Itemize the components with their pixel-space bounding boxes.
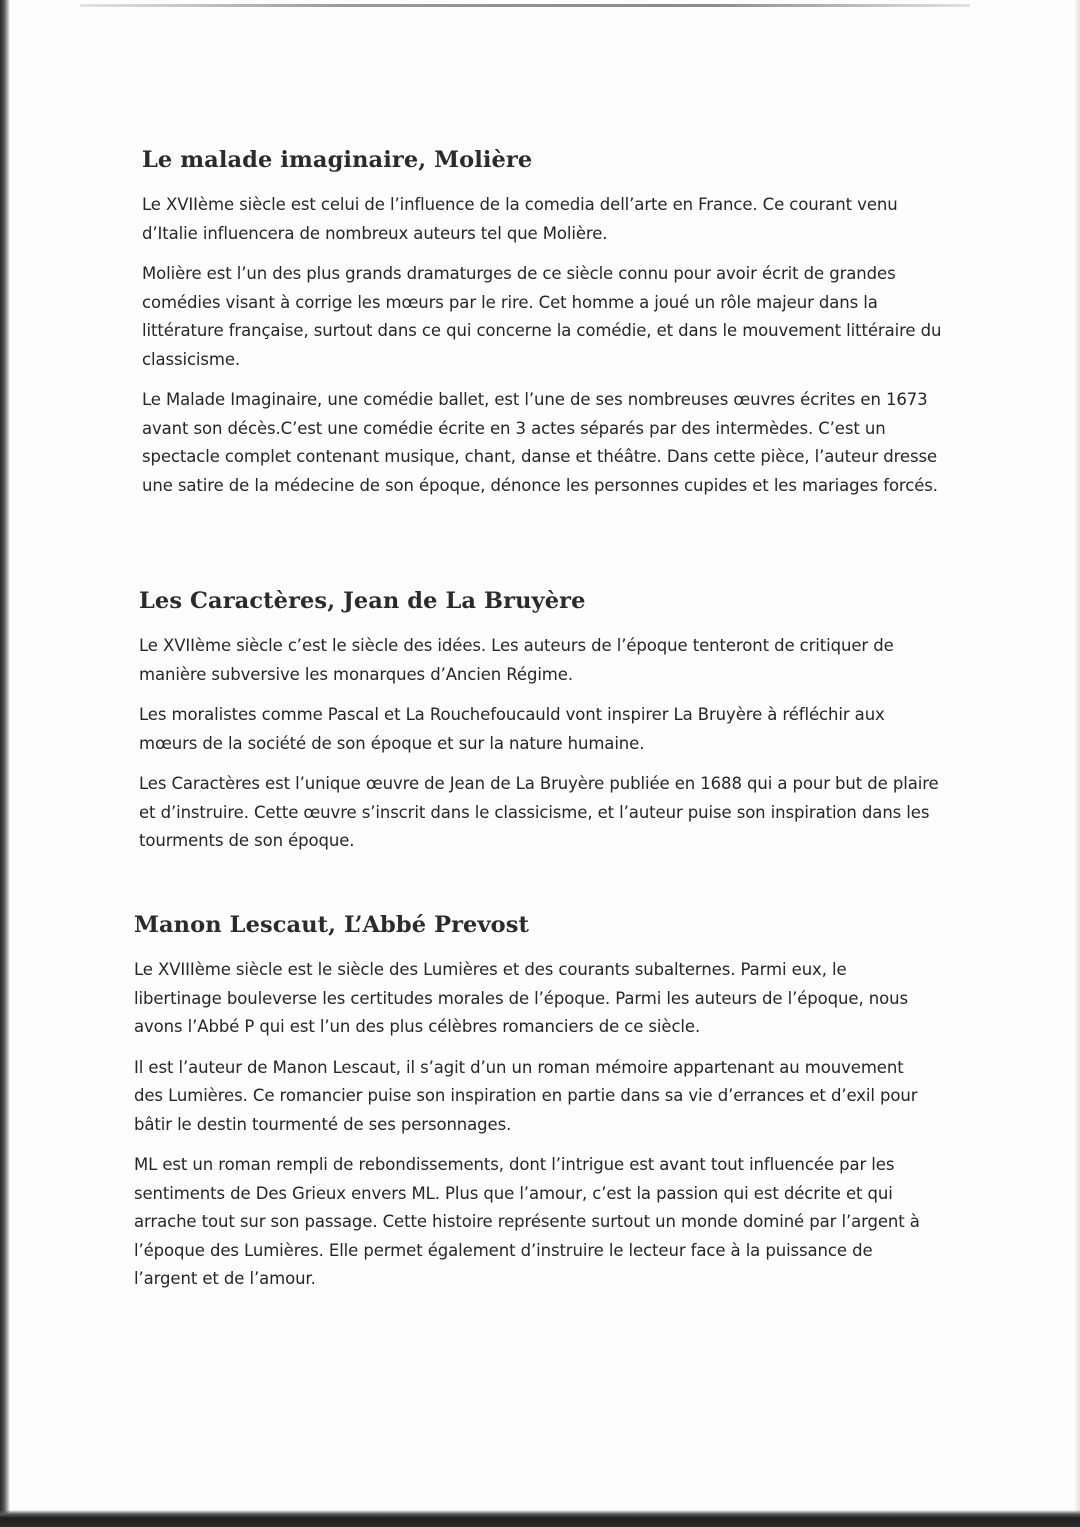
paragraph: Le XVIIIème siècle est le siècle des Lumières et des courants subalternes. Parmi eux, le libertinage bouleverse les certitudes morales de l’époque. Parmi les auteurs de l’époque, nous avons l’Abbé P qui est l’un des plus célèbres romanciers de ce siècle.	[134, 960, 908, 1036]
section-title: Manon Lescaut, L’Abbé Prevost	[134, 912, 530, 938]
paragraph: Le Malade Imaginaire, une comédie ballet, est l’une de ses nombreuses œuvres écrites en 1673 avant son décès.C’est une comédie écrite en 3 actes séparés par des intermèdes. C’est un spectacle complet contenant musique, chant, danse et théâtre. Dans cette pièce, l’auteur dresse une satire de la médecine de son époque, dénonce les personnes cupides et les mariages forcés.	[142, 390, 938, 495]
section-malade-imaginaire	[142, 145, 942, 512]
paragraph: Les Caractères est l’unique œuvre de Jean de La Bruyère publiée en 1688 qui a pour but de plaire et d’instruire. Cette œuvre s’inscrit dans le classicisme, et l’auteur puise son inspiration dans les tourments de son époque.	[139, 774, 939, 850]
paragraph: ML est un roman rempli de rebondissements, dont l’intrigue est avant tout influencée par les sentiments de Des Grieux envers ML. Plus que l’amour, c’est la passion qui est décrite et qui arrache tout sur son passage. Cette histoire représente surtout un monde dominé par l’argent à l’époque des Lumières. Elle permet également d’instruire le lecteur face à la puissance de l’argent et de l’amour.	[134, 1155, 920, 1288]
section-manon-lescaut	[134, 910, 934, 1306]
scan-right-edge	[1074, 0, 1080, 1527]
scan-left-edge	[0, 0, 10, 1527]
paragraph: Le XVIIème siècle est celui de l’influence de la comedia dell’arte en France. Ce courant venu d’Italie influencera de nombreux auteurs tel que Molière.	[142, 195, 898, 243]
section-les-caracteres	[139, 586, 939, 868]
section-title: Le malade imaginaire, Molière	[142, 147, 533, 173]
paragraph: Molière est l’un des plus grands dramaturges de ce siècle connu pour avoir écrit de grandes comédies visant à corrige les mœurs par le rire. Cet homme a joué un rôle majeur dans la littérature française, surtout dans ce qui concerne la comédie, et dans le mouvement littéraire du classicisme.	[142, 264, 942, 369]
section-title: Les Caractères, Jean de La Bruyère	[139, 588, 586, 614]
paragraph: Les moralistes comme Pascal et La Rouchefoucauld vont inspirer La Bruyère à réfléchir aux mœurs de la société de son époque et sur la nature humaine.	[139, 705, 885, 753]
paragraph: Le XVIIème siècle c’est le siècle des idées. Les auteurs de l’époque tenteront de critiquer de manière subversive les monarques d’Ancien Régime.	[139, 636, 894, 684]
paragraph: Il est l’auteur de Manon Lescaut, il s’agit d’un un roman mémoire appartenant au mouvement des Lumières. Ce romancier puise son inspiration en partie dans sa vie d’errances et d’exil pour bâtir le destin tourmenté de ses personnages.	[134, 1057, 918, 1134]
scan-top-edge	[80, 4, 970, 7]
scan-bottom-edge	[0, 1510, 1080, 1527]
